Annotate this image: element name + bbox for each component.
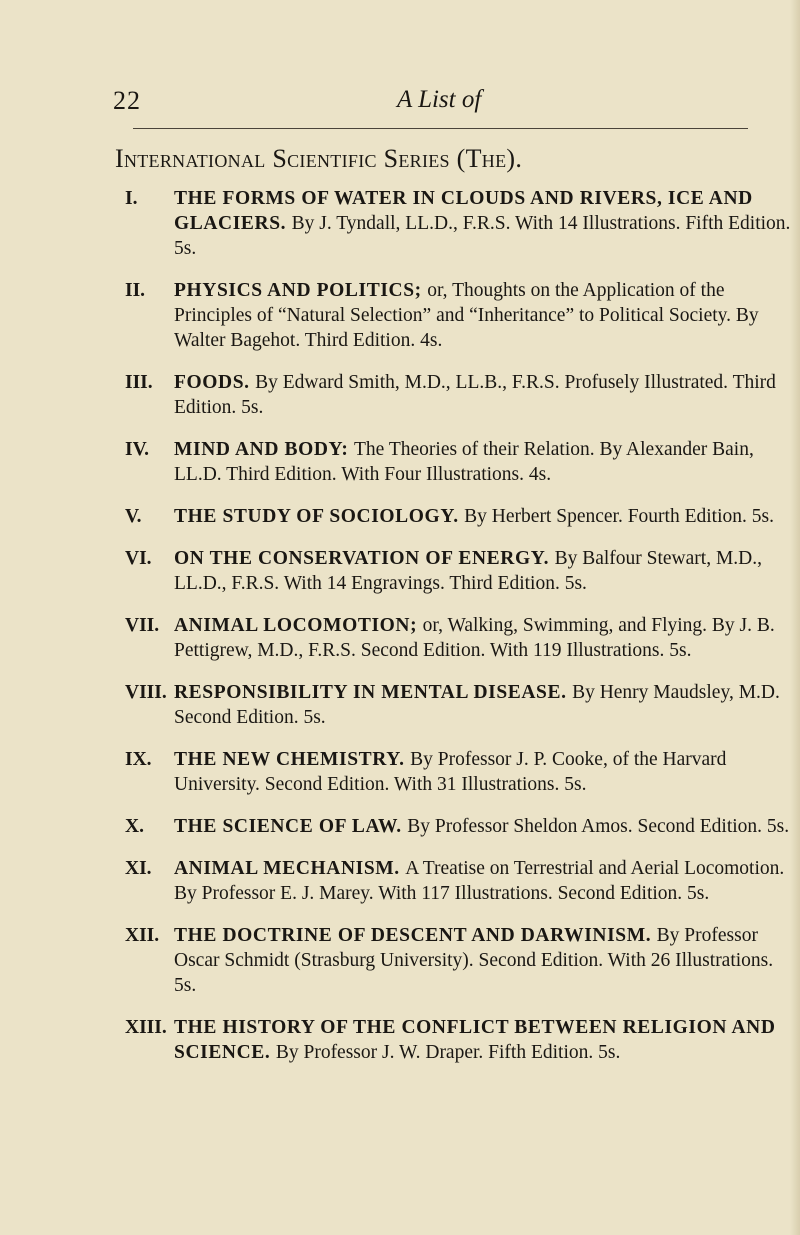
entry-numeral: IX. [125, 749, 152, 770]
list-item [125, 546, 793, 596]
entry-title: FOODS. [174, 372, 256, 393]
entry-text: By Professor Oscar Schmidt (Strasburg University). Second Edition. With 26 Illustrations. 5s. [174, 925, 774, 996]
entry-numeral: I. [125, 188, 138, 209]
list-item [125, 278, 793, 353]
entry-text: By Henry Maudsley, M.D. Second Edition. 5s. [174, 682, 780, 728]
entry-numeral: V. [125, 506, 142, 527]
entry-list [125, 186, 793, 1082]
entry-numeral: IV. [125, 439, 150, 460]
header-rule [133, 128, 748, 129]
entry-numeral: II. [125, 280, 146, 301]
series-title: International Scientific Series (The). [115, 144, 523, 173]
page-header [113, 86, 753, 126]
entry-text: By Professor Sheldon Amos. Second Edition. 5s. [407, 816, 790, 837]
running-title: A List of [397, 86, 482, 113]
entry-text: A Treatise on Terrestrial and Aerial Locomotion. By Professor E. J. Marey. With 117 Illustrations. Second Edition. 5s. [174, 858, 785, 904]
entry-numeral: XI. [125, 858, 152, 879]
entry-text: The Theories of their Relation. By Alexander Bain, LL.D. Third Edition. With Four Illustrations. 4s. [174, 439, 754, 485]
entry-title: THE NEW CHEMISTRY. [174, 749, 411, 770]
entry-title: ON THE CONSERVATION OF ENERGY. [174, 548, 555, 569]
list-item [125, 370, 793, 420]
entry-title: MIND AND BODY: [174, 439, 354, 460]
entry-title: THE SCIENCE OF LAW. [174, 816, 408, 837]
list-item [125, 856, 793, 906]
entry-text: or, Thoughts on the Application of the Principles of “Natural Selection” and “Inheritance” to Political Society. By Walter Bagehot. Third Edition. 4s. [174, 280, 759, 351]
page-number: 22 [113, 86, 141, 115]
entry-title: PHYSICS AND POLITICS; [174, 280, 428, 301]
entry-title: THE FORMS OF WATER IN CLOUDS AND RIVERS, ICE AND GLACIERS. [174, 188, 753, 234]
entry-numeral: XIII. [125, 1017, 167, 1038]
list-item [125, 504, 793, 529]
entry-text: By Herbert Spencer. Fourth Edition. 5s. [464, 506, 774, 527]
entry-numeral: X. [125, 816, 144, 837]
entry-title: ANIMAL LOCOMOTION; [174, 615, 423, 636]
entry-numeral: VI. [125, 548, 152, 569]
entry-text: By Professor J. P. Cooke, of the Harvard University. Second Edition. With 31 Illustrations. 5s. [174, 749, 727, 795]
entry-title: RESPONSIBILITY IN MENTAL DISEASE. [174, 682, 573, 703]
entry-text: By Professor J. W. Draper. Fifth Edition. 5s. [275, 1042, 621, 1063]
list-item [125, 613, 793, 663]
entry-text: By Edward Smith, M.D., LL.B., F.R.S. Profusely Illustrated. Third Edition. 5s. [174, 372, 776, 418]
entry-numeral: VIII. [125, 682, 167, 703]
entry-text: By J. Tyndall, LL.D., F.R.S. With 14 Illustrations. Fifth Edition. 5s. [174, 213, 791, 259]
entry-numeral: VII. [125, 615, 160, 636]
list-item [125, 923, 793, 998]
list-item [125, 680, 793, 730]
entry-title: THE HISTORY OF THE CONFLICT BETWEEN RELIGION AND SCIENCE. [174, 1017, 776, 1063]
entry-text: By Balfour Stewart, M.D., LL.D., F.R.S. With 14 Engravings. Third Edition. 5s. [174, 548, 762, 594]
entry-title: THE DOCTRINE OF DESCENT AND DARWINISM. [174, 925, 657, 946]
list-item [125, 1015, 793, 1065]
entry-numeral: XII. [125, 925, 160, 946]
list-item [125, 437, 793, 487]
list-item [125, 814, 793, 839]
entry-numeral: III. [125, 372, 153, 393]
entry-text: or, Walking, Swimming, and Flying. By J. B. Pettigrew, M.D., F.R.S. Second Edition. With 119 Illustrations. 5s. [174, 615, 775, 661]
entry-title: ANIMAL MECHANISM. [174, 858, 406, 879]
entry-title: THE STUDY OF SOCIOLOGY. [174, 506, 465, 527]
list-item [125, 747, 793, 797]
list-item [125, 186, 793, 261]
